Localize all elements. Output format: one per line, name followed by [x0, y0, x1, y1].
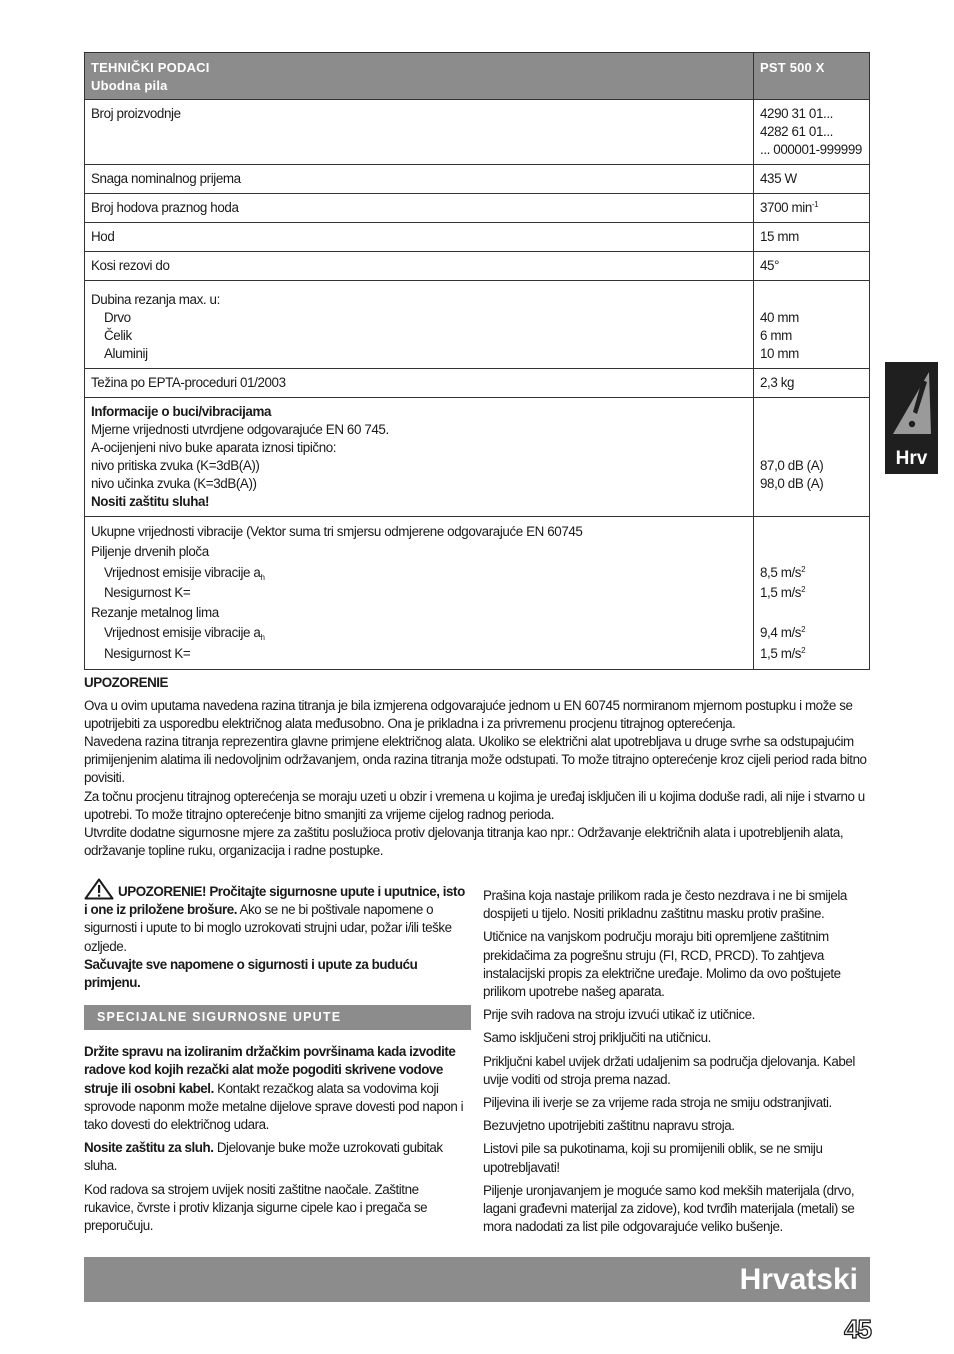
- side-tab-label: Hrv: [895, 448, 928, 469]
- paragraph: Utičnice na vanjskom području moraju biti opremljene zaštitnim prekidačima za pogrešnu struju (FI, RCD, PRCD). To zahtjeva instalacijski propis za električne uređaje. Molimo da ovo poštujete prilikom upotrebe našeg aparata.: [483, 929, 841, 1000]
- safety-warning: UPOZORENIE! Pročitajte sigurnosne upute i uputnice, isto i one iz priložene brošure. Ako se ne bi poštivale napomene o sigurnosti i upute to bi moglo uzrokovati strujni udar, požar i/ili teške ozljede.: [84, 878, 471, 956]
- language-side-tab: [885, 362, 938, 474]
- paragraph: Nosite zaštitu za sluh. Djelovanje buke može uzrokovati gubitak sluha.: [84, 1140, 443, 1174]
- table-header-model: PST 500 X: [754, 53, 870, 100]
- technical-data-table: [84, 52, 870, 670]
- footer-language: Hrvatski: [739, 1263, 858, 1296]
- table-row: Broj hodova praznog hoda 3700 $\min^{-1}$: [85, 194, 870, 223]
- keep-instructions: Sačuvajte sve napomene o sigurnosti i upute za buduću primjenu.: [84, 956, 418, 991]
- paragraph: Samo isključeni stroj priključiti na utičnicu.: [483, 1030, 711, 1046]
- table-row: Informacije o buci/vibracijama Mjerne vrijednosti utvrdjene odgovarajuće EN 60 745. A-ocijenjeni nivo buke aparata iznosi tipično: nivo pritiska zvuka (K=3dB(A)) nivo učinka zvuka (K=3dB(A)) Nositi zaštitu sluha! 87,0 dB (A) 98,0 dB (A): [85, 398, 870, 517]
- vibration-warning: [84, 674, 870, 860]
- paragraph: Prije svih radova na stroju izvući utikač iz utičnice.: [483, 1007, 755, 1023]
- warning-paragraph: Za točnu procjenu titrajnog opterećenja se moraju uzeti u obzir i vremena u kojima je uređaj isključen ili u kojima doduše radi, ali nije i stvarno u upotrebi. To može titrajno opterećenje bitno smanjiti za vrijeme cijelog radnog perioda.: [84, 788, 865, 822]
- paragraph: Piljevina ili iverje se za vrijeme rada stroja ne smiju odstranjivati.: [483, 1095, 832, 1111]
- warning-triangle-icon: [891, 370, 933, 436]
- paragraph: Prašina koja nastaje prilikom rada je često nezdrava i ne bi smijela dospijeti u tijelo. Nositi prikladnu zaštitnu masku protiv prašine.: [483, 888, 847, 922]
- paragraph: Piljenje uronjavanjem je moguće samo kod mekših materijala (drvo, lagani građevni materijal za zidove), kod tvrđih materijala (metali) se mora nadodati za list pile odgovarajuće veliko bušenje.: [483, 1182, 855, 1235]
- paragraph: Držite spravu na izoliranim držačkim površinama kada izvodite radove kod kojih rezački alat može pogoditi skrivene vodove struje ili osobni kabel. Kontakt rezačkog alata sa vodovima koji sprovode naponm može metalne dijelove sprave dovesti pod napon i tako dovesti do električnog udara.: [84, 1044, 464, 1133]
- paragraph: Kod radova sa strojem uvijek nositi zaštitne naočale. Zaštitne rukavice, čvrste i protiv klizanja sigurne cipele kao i pregača se preporučuju.: [84, 1181, 428, 1234]
- table-row: Kosi rezovi do 45°: [85, 252, 870, 281]
- warning-paragraph: Navedena razina titranja reprezentira glavne primjene električnog alata. Ukoliko se električni alat upotrebljava u druge svrhe sa odstupajućim primijenjenim alatima ili nedovoljnim održavanjem, onda razina titranja može odstupati. To može titrajno opterećenje kroz cijeli period rada bitno povisiti.: [84, 734, 867, 786]
- paragraph: Bezuvjetno upotrijebiti zaštitnu napravu stroja.: [483, 1118, 735, 1134]
- table-row: Težina po EPTA-proceduri 01/2003 2,3 kg: [85, 369, 870, 398]
- warning-triangle-icon: [84, 878, 114, 900]
- paragraph: Priključni kabel uvijek držati udaljenim sa područja djelovanja. Kabel uvije voditi od stroja prema nazad.: [483, 1053, 855, 1087]
- table-header-row: [85, 53, 870, 100]
- table-header-title: TEHNIČKI PODACI Ubodna pila: [85, 53, 754, 100]
- footer-bar: [84, 1257, 870, 1302]
- section-heading: SPECIJALNE SIGURNOSNE UPUTE: [84, 1005, 471, 1030]
- right-column: [483, 887, 870, 1241]
- table-row: Dubina rezanja max. u: Drvo Čelik Aluminij 40 mm 6 mm 10 mm: [85, 281, 870, 369]
- page-number: 45: [844, 1314, 871, 1344]
- warning-title: UPOZORENIE: [84, 675, 169, 690]
- table-row: Snaga nominalnog prijema 435 W: [85, 165, 870, 194]
- warning-paragraph: Ova u ovim uputama navedena razina titranja je bila izmjerena odgovarajuće jednom u EN 60745 normiranom mjernom postupku i može se upotrijebiti za usporedbu električnog alata međusobno. Ona je prikladna i za privremenu procjenu titrajnog opterećenja.: [84, 698, 853, 732]
- paragraph: Listovi pile sa pukotinama, koji su promijenili oblik, se ne smiju upotrebljavati!: [483, 1141, 823, 1175]
- warning-paragraph: Utvrdite dodatne sigurnosne mjere za zaštitu poslužioca protiv djelovanja titranja kao npr.: Održavanje električnih alata i upotrebljenih alata, održavanje topline ruku, organizacija i radne postupke.: [84, 824, 844, 858]
- table-row: Hod 15 mm: [85, 223, 870, 252]
- left-column: [84, 878, 471, 1240]
- table-row: Ukupne vrijednosti vibracije (Vektor suma tri smjersu odmjerene odgovarajuće EN 60745 Piljenje drvenih ploča Vrijednost emisije vibracije $a_h$ Nesigurnost K= Rezanje metalnog lima Vrijednost emisije vibracije $a_h$ Nesigurnost K= 8,5 $m/s^2$ 1,5 $m/s^2$ 9,4 $m/s^2$ 1,5 $m/s^2$: [85, 517, 870, 670]
- table-row: Broj proizvodnje 4290 31 01... 4282 61 01... ... 000001-999999: [85, 100, 870, 165]
